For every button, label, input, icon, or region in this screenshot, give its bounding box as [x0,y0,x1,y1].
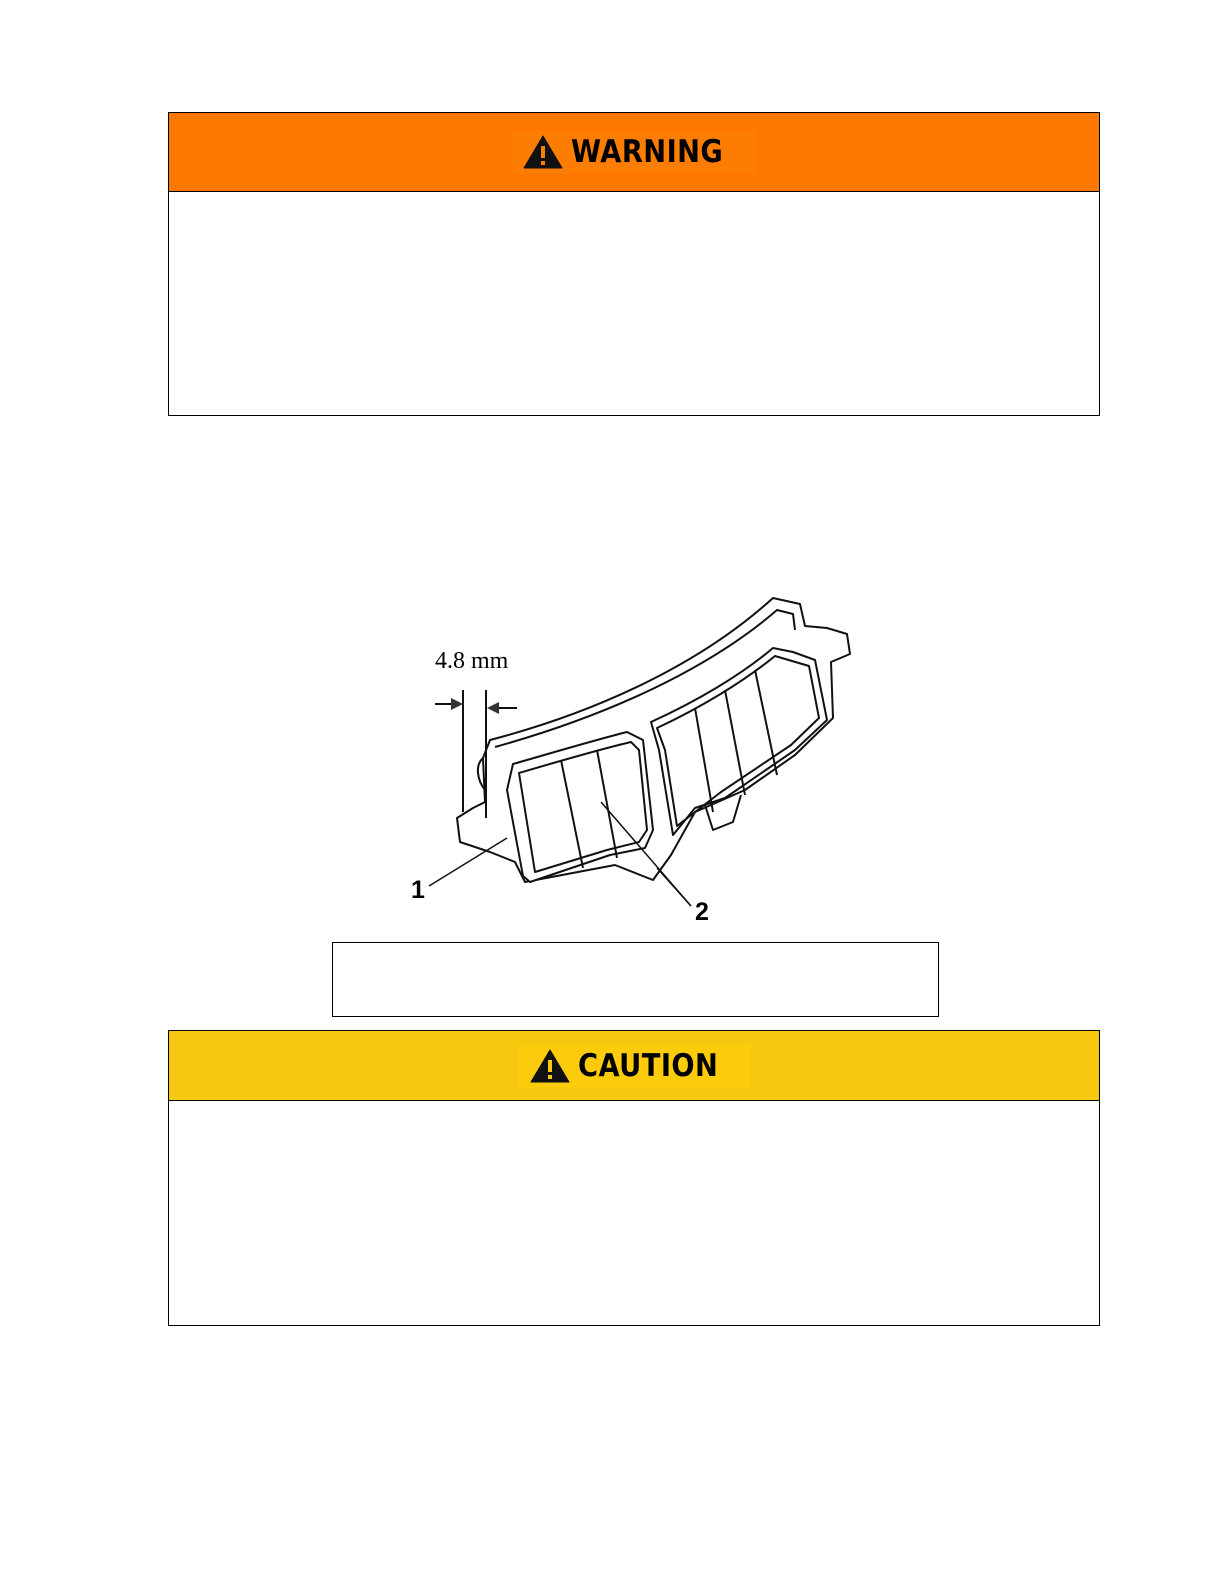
warning-triangle-icon [523,135,563,169]
caution-box [168,1030,1100,1326]
callout-2: 2 [695,898,709,926]
warning-box [168,112,1100,416]
caution-signal-word: CAUTION [578,1047,719,1084]
warning-header [169,113,1099,192]
caution-header [169,1031,1099,1101]
dimension-label: 4.8 mm [435,648,509,674]
figure-caption-box [332,942,939,1017]
warning-signal-word: WARNING [571,134,724,170]
warning-label [511,130,756,174]
warning-triangle-icon [530,1049,570,1083]
callout-1: 1 [411,876,425,904]
brake-pad-figure [395,590,865,930]
caution-label [518,1044,749,1088]
dimension-arrow-right [487,702,499,714]
callout-2-leader-b [657,868,691,906]
dimension-arrow-left [451,698,463,710]
